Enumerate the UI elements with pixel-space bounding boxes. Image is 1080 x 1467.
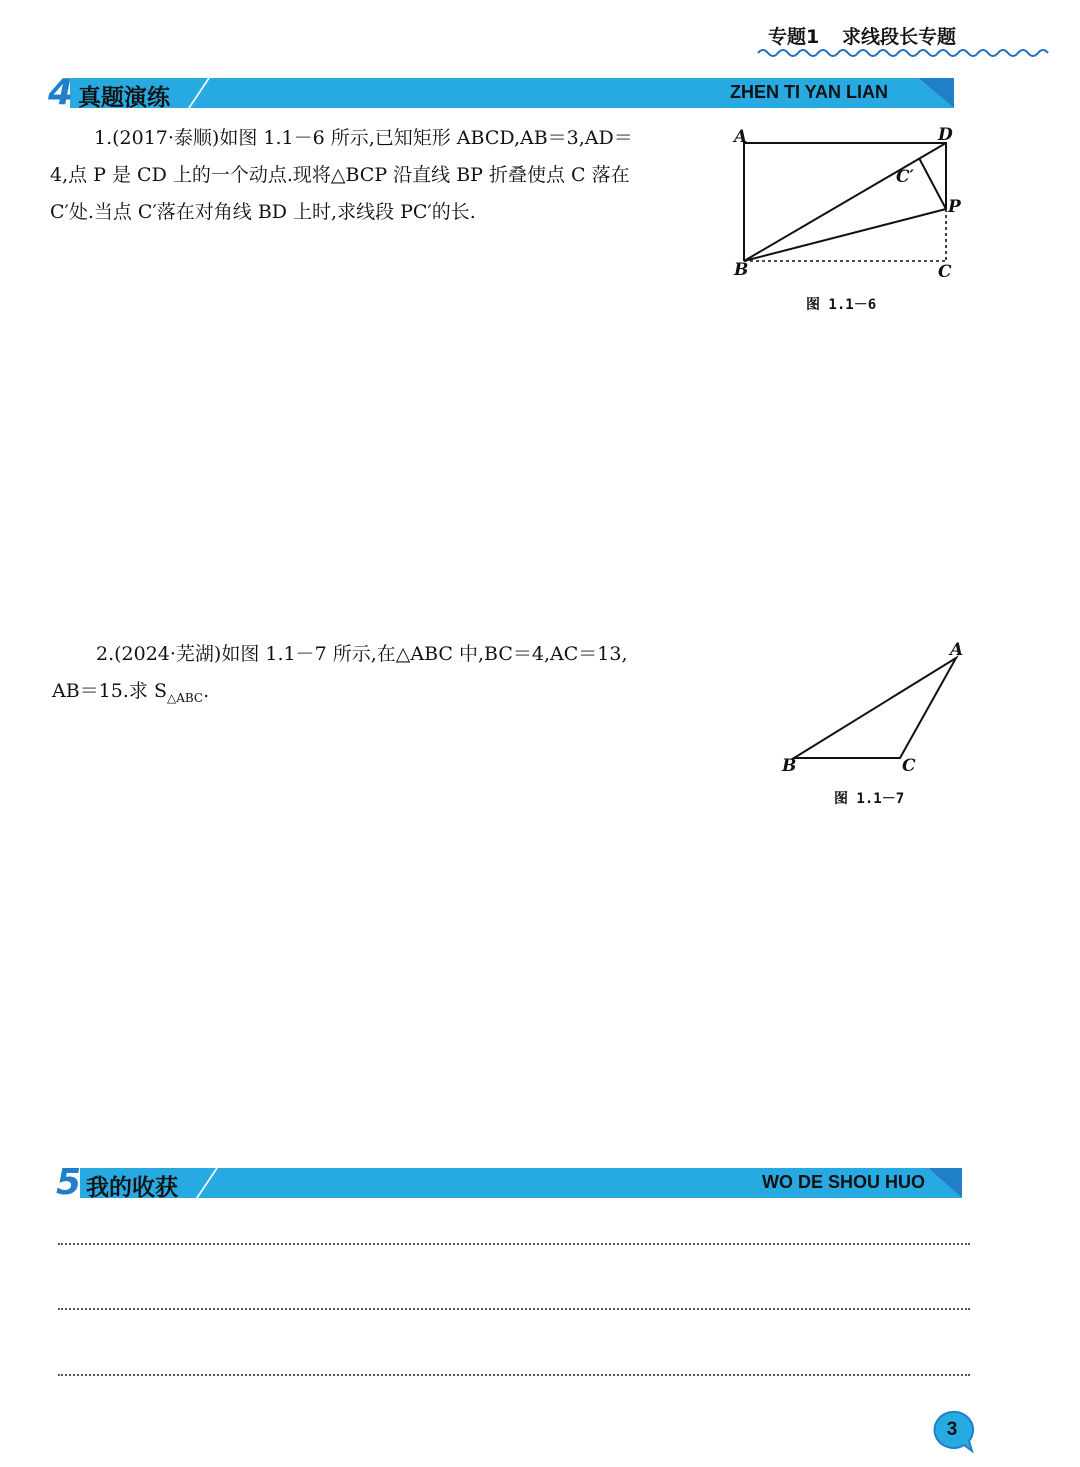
page-number-badge bbox=[930, 1410, 974, 1454]
problem-2-line-1: 2.(2024·芜湖)如图 1.1－7 所示,在△ABC 中,BC＝4,AC＝13, bbox=[96, 643, 628, 665]
figure-caption: 图 1.1－7 bbox=[834, 791, 905, 807]
label-p: P bbox=[948, 197, 961, 217]
problem-2-line-2-end: . bbox=[203, 680, 210, 702]
label-c-prime: C′ bbox=[896, 167, 915, 187]
section-banner-practice bbox=[48, 72, 958, 113]
writing-line[interactable] bbox=[58, 1308, 970, 1310]
section-title: 真题演练 bbox=[78, 85, 170, 111]
figure-caption: 图 1.1－6 bbox=[806, 297, 877, 313]
label-d: D bbox=[938, 125, 953, 145]
problem-2 bbox=[52, 636, 792, 717]
rectangle-fold-diagram bbox=[730, 120, 970, 280]
problem-1-line-1: 1.(2017·泰顺)如图 1.1－6 所示,已知矩形 ABCD,AB＝3,AD＝ bbox=[94, 127, 633, 149]
area-subscript: △ABC bbox=[166, 690, 204, 705]
topic-number: 专题1 bbox=[768, 26, 820, 48]
problem-1 bbox=[50, 120, 740, 231]
topic-title: 求线段长专题 bbox=[842, 26, 957, 48]
section-number: 4 bbox=[48, 72, 74, 113]
figure-1-1-6 bbox=[730, 120, 970, 320]
problem-2-line-2 bbox=[52, 673, 792, 717]
section-title: 我的收获 bbox=[86, 1175, 178, 1201]
writing-line[interactable] bbox=[58, 1374, 970, 1376]
section-banner-harvest bbox=[56, 1162, 966, 1203]
triangle-abc-diagram bbox=[778, 636, 978, 776]
problem-1-line-2: 4,点 P 是 CD 上的一个动点.现将△BCP 沿直线 BP 折叠使点 C 落在 bbox=[50, 164, 630, 186]
section-number: 5 bbox=[56, 1162, 82, 1203]
problem-2-line-2-text: AB＝15.求 S bbox=[52, 680, 167, 702]
label-b: B bbox=[782, 756, 797, 776]
writing-line[interactable] bbox=[58, 1243, 970, 1245]
label-a: A bbox=[950, 640, 964, 660]
problem-1-line-3: C′处.当点 C′落在对角线 BD 上时,求线段 PC′的长. bbox=[50, 201, 476, 223]
section-pinyin: WO DE SHOU HUO bbox=[762, 1172, 926, 1192]
wave-underline-icon bbox=[740, 46, 1060, 60]
running-header bbox=[740, 18, 1060, 58]
page-number: 3 bbox=[946, 1419, 958, 1440]
label-c: C bbox=[902, 756, 916, 776]
label-c: C bbox=[938, 262, 952, 282]
label-a: A bbox=[734, 127, 748, 147]
figure-1-1-7 bbox=[778, 636, 978, 816]
label-b: B bbox=[734, 260, 749, 280]
section-pinyin: ZHEN TI YAN LIAN bbox=[730, 82, 889, 102]
